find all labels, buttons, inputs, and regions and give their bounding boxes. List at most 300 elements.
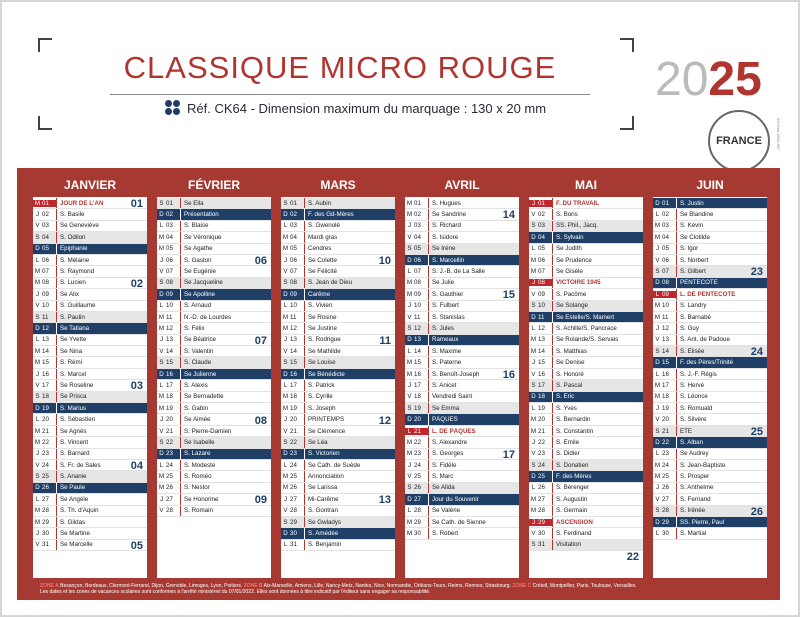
month-name: JUIN (696, 178, 724, 192)
day-separator (304, 449, 305, 459)
weekday-letter: L (407, 347, 412, 355)
day-separator (552, 403, 553, 413)
day-separator (676, 312, 677, 322)
day-separator (552, 460, 553, 470)
saint-name: S. Igor (680, 245, 699, 253)
saint-name: S. Sébastien (60, 416, 96, 424)
weekday-letter: J (283, 416, 288, 424)
day-row (33, 323, 147, 334)
saint-name: S. Élisée (680, 347, 705, 355)
saint-name: S. Boris (556, 211, 578, 219)
day-number: 27 (290, 495, 297, 503)
weekday-letter: D (407, 256, 412, 264)
day-separator (180, 506, 181, 516)
crop-mark-tl (38, 38, 52, 52)
day-row (529, 198, 643, 209)
day-row (33, 414, 147, 425)
day-separator (552, 426, 553, 436)
day-row (281, 232, 395, 243)
saint-name: S. Alexandre (432, 438, 468, 446)
saint-name: S. Blaise (184, 222, 209, 230)
weekday-letter: J (159, 336, 164, 344)
day-separator (304, 494, 305, 504)
day-separator (56, 403, 57, 413)
weekday-letter: M (530, 336, 537, 344)
day-separator (676, 369, 677, 379)
day-separator (56, 301, 57, 311)
day-separator (552, 346, 553, 356)
day-number: 10 (662, 302, 669, 310)
day-separator (180, 494, 181, 504)
day-row (529, 414, 643, 425)
saint-name: S. Isidore (432, 233, 459, 241)
saint-name: F. des Pères/Trinité (680, 359, 734, 367)
day-row (529, 380, 643, 391)
day-number: 07 (414, 268, 421, 276)
day-row (529, 403, 643, 414)
day-separator (180, 380, 181, 390)
day-separator (180, 301, 181, 311)
day-separator (304, 369, 305, 379)
day-row (653, 528, 767, 539)
day-number: 02 (290, 211, 297, 219)
day-number: 01 (166, 199, 173, 207)
day-row (157, 426, 271, 437)
weekday-letter: J (655, 245, 660, 253)
day-number: 28 (662, 507, 669, 515)
day-row (653, 517, 767, 528)
day-separator (180, 209, 181, 219)
saint-name: S. Pierre-Damien (184, 427, 232, 435)
day-row (281, 506, 395, 517)
day-separator (56, 517, 57, 527)
day-row (281, 528, 395, 539)
day-number: 09 (662, 291, 676, 298)
saint-name: S. Rodrigue (308, 336, 341, 344)
day-separator (676, 301, 677, 311)
day-number: 29 (662, 518, 669, 526)
day-separator (304, 517, 305, 527)
day-number: 14 (166, 347, 173, 355)
weekday-letter: S (531, 302, 536, 310)
day-separator (56, 494, 57, 504)
day-number: 26 (414, 484, 421, 492)
day-separator (552, 483, 553, 493)
saint-name: S. Rémi (60, 359, 83, 367)
saint-name: Se Félicité (308, 268, 337, 276)
day-row (529, 506, 643, 517)
week-number: 03 (130, 380, 143, 393)
week-number: 22 (626, 551, 639, 564)
day-row (405, 255, 519, 266)
day-row (281, 380, 395, 391)
weekday-letter: J (529, 279, 538, 286)
weekday-letter: L (35, 256, 40, 264)
day-separator (676, 506, 677, 516)
day-separator (180, 392, 181, 402)
weekday-letter: V (35, 381, 40, 389)
weekday-letter: D (35, 245, 40, 253)
saint-name: Se Cath. de Suède (308, 461, 361, 469)
day-number: 06 (414, 256, 421, 264)
weekday-letter: M (158, 233, 165, 241)
weekday-letter: S (283, 518, 288, 526)
saint-name: S. Gauthier (432, 290, 464, 298)
saint-name: Se Julienne (184, 370, 217, 378)
saint-name: PRINTEMPS (308, 416, 345, 424)
week-number: 07 (254, 334, 267, 347)
day-row (653, 369, 767, 380)
saint-name: Se Prudence (556, 256, 592, 264)
day-number: 05 (42, 245, 49, 253)
day-separator (56, 414, 57, 424)
weekday-letter: D (531, 393, 536, 401)
saint-name: Se Denise (556, 359, 585, 367)
day-row (157, 278, 271, 289)
day-number: 25 (166, 473, 173, 481)
week-number: 16 (502, 369, 515, 381)
weekday-letter: L (653, 291, 662, 298)
weekday-letter: S (531, 461, 536, 469)
weekday-letter: L (407, 268, 412, 276)
day-number: 24 (414, 461, 421, 469)
saint-name: S. Germain (556, 507, 588, 515)
saint-name: Se Clotilde (680, 233, 710, 241)
weekday-letter: D (159, 211, 164, 219)
month-days (33, 197, 147, 578)
day-separator (552, 335, 553, 345)
day-number: 10 (414, 302, 421, 310)
saint-name: S. Hervé (680, 381, 705, 389)
day-separator (56, 278, 57, 288)
day-number: 08 (538, 279, 552, 286)
day-row (529, 221, 643, 232)
day-number: 16 (538, 370, 545, 378)
day-row (281, 301, 395, 312)
saint-name: S. Irénée (680, 507, 706, 515)
weekday-letter: V (283, 507, 288, 515)
day-row (653, 414, 767, 425)
day-row (529, 449, 643, 460)
saint-name: S. Basile (60, 211, 85, 219)
saint-name: S. Fernand (680, 495, 711, 503)
day-separator (428, 517, 429, 527)
saint-name: S. Barnabé (680, 313, 711, 321)
day-row (157, 449, 271, 460)
day-row (281, 312, 395, 323)
day-number: 05 (414, 245, 421, 253)
weekday-letter: V (35, 222, 40, 230)
zone-b-label: ZONE B (243, 583, 263, 589)
saint-name: S. Jean de Dieu (308, 279, 353, 287)
day-row (157, 301, 271, 312)
day-row (281, 221, 395, 232)
day-number: 22 (42, 438, 49, 446)
day-row (529, 209, 643, 220)
day-number: 26 (662, 484, 669, 492)
day-number: 28 (538, 507, 545, 515)
saint-name: S. Prosper (680, 473, 710, 481)
day-number: 02 (538, 211, 545, 219)
day-number: 26 (538, 484, 545, 492)
day-separator (676, 483, 677, 493)
day-row (529, 437, 643, 448)
day-separator (676, 278, 677, 288)
weekday-letter: V (531, 530, 536, 538)
day-number: 03 (166, 222, 173, 230)
saint-name: Se Estelle/S. Mamert (556, 313, 615, 321)
weekday-letter: D (531, 233, 536, 241)
day-separator (676, 335, 677, 345)
saint-name: PENTECÔTE (680, 279, 718, 287)
day-separator (676, 403, 677, 413)
day-separator (56, 255, 57, 265)
day-row (281, 449, 395, 460)
day-number: 13 (414, 336, 421, 344)
day-row (33, 403, 147, 414)
day-number: 01 (290, 199, 297, 207)
day-number: 03 (414, 222, 421, 230)
saint-name: S. Stanislas (432, 313, 465, 321)
weekday-letter: D (283, 211, 288, 219)
saint-name: Annonciation (308, 473, 344, 481)
day-separator (56, 289, 57, 299)
weekday-letter: D (655, 359, 660, 367)
weekday-letter: M (406, 199, 413, 207)
weekday-letter: M (654, 233, 661, 241)
weekday-letter: S (531, 222, 536, 230)
day-separator (56, 380, 57, 390)
day-row (281, 426, 395, 437)
day-number: 06 (290, 256, 297, 264)
weekday-letter: M (282, 473, 289, 481)
day-separator (180, 278, 181, 288)
day-number: 19 (538, 404, 545, 412)
week-number: 04 (130, 460, 143, 473)
day-separator (180, 312, 181, 322)
day-separator (676, 221, 677, 231)
day-separator (56, 312, 57, 322)
clover-icon (165, 100, 181, 116)
day-number: 07 (538, 268, 545, 276)
day-separator (552, 266, 553, 276)
saint-name: S. Hugues (432, 199, 461, 207)
crop-mark-bl (38, 116, 52, 130)
weekday-letter: J (35, 370, 40, 378)
saint-name: Se Ella (184, 199, 204, 207)
saint-name: N.-D. de Lourdes (184, 313, 232, 321)
day-separator (304, 323, 305, 333)
weekday-letter: M (158, 313, 165, 321)
day-number: 17 (290, 381, 297, 389)
day-number: 12 (42, 324, 49, 332)
day-number: 21 (166, 427, 173, 435)
day-number: 24 (166, 461, 173, 469)
day-separator (180, 449, 181, 459)
day-separator (180, 289, 181, 299)
day-number: 24 (662, 461, 669, 469)
day-row (157, 244, 271, 255)
day-row (653, 335, 767, 346)
day-separator (56, 540, 57, 550)
day-separator (56, 357, 57, 367)
weekday-letter: M (34, 427, 41, 435)
day-row (529, 301, 643, 312)
weekday-letter: M (34, 268, 41, 276)
day-separator (552, 221, 553, 231)
day-number: 08 (166, 279, 173, 287)
day-number: 03 (538, 222, 545, 230)
day-number: 08 (290, 279, 297, 287)
weekday-letter: M (406, 279, 413, 287)
day-separator (56, 198, 57, 208)
saint-name: S. Odilon (60, 233, 86, 241)
day-row (529, 335, 643, 346)
saint-name: S. Gabin (184, 404, 209, 412)
saint-name: Se Isabelle (184, 438, 215, 446)
saint-name: Se Léa (308, 438, 328, 446)
day-row (405, 312, 519, 323)
weekday-letter: L (655, 450, 660, 458)
saint-name: S. Pacôme (556, 290, 587, 298)
day-separator (304, 437, 305, 447)
weekday-letter: V (407, 393, 412, 401)
day-separator (56, 471, 57, 481)
weekday-letter: J (407, 461, 412, 469)
saint-name: S. Anicet (432, 381, 457, 389)
day-number: 15 (42, 359, 49, 367)
day-separator (180, 244, 181, 254)
day-row (529, 494, 643, 505)
month-days (157, 197, 271, 578)
saint-name: S. Roméo (184, 473, 212, 481)
day-number: 13 (662, 336, 669, 344)
day-row (281, 198, 395, 209)
year-prefix: 20 (655, 53, 709, 106)
weekday-letter: M (406, 359, 413, 367)
weekday-letter: V (283, 268, 288, 276)
day-number: 12 (166, 324, 173, 332)
day-number: 11 (414, 313, 421, 321)
day-separator (676, 426, 677, 436)
day-separator (676, 289, 677, 299)
saint-name: S. Gilbert (680, 268, 706, 276)
day-row (405, 335, 519, 346)
saint-name: S. Alexis (184, 381, 208, 389)
reference-line (165, 100, 546, 116)
weekday-letter: V (159, 268, 164, 276)
weekday-letter: D (283, 450, 288, 458)
saint-name: S. Fr. de Sales (60, 461, 101, 469)
day-number: 21 (42, 427, 49, 435)
weekday-letter: V (531, 211, 536, 219)
day-separator (180, 255, 181, 265)
month-3 (405, 176, 519, 578)
day-number: 31 (538, 541, 545, 549)
zone-a-text: Besançon, Bordeaux, Clermont-Ferrand, Dijon, Grenoble, Limoges, Lyon, Poitiers. (60, 583, 243, 589)
weekday-letter: V (655, 336, 660, 344)
day-number: 31 (42, 541, 49, 549)
day-separator (676, 437, 677, 447)
day-number: 21 (414, 428, 428, 435)
weekday-letter: M (282, 393, 289, 401)
day-separator (428, 232, 429, 242)
day-separator (304, 471, 305, 481)
weekday-letter: J (529, 200, 538, 207)
weekday-letter: L (531, 324, 536, 332)
day-separator (676, 380, 677, 390)
day-number: 07 (290, 268, 297, 276)
saint-name: S. Didier (556, 450, 580, 458)
weekday-letter: D (655, 199, 660, 207)
saint-name: S. Anthelme (680, 484, 714, 492)
weekday-letter: D (407, 416, 412, 424)
day-row (653, 209, 767, 220)
weekday-letter: S (283, 279, 288, 287)
day-separator (56, 437, 57, 447)
day-row (653, 380, 767, 391)
day-number: 26 (166, 484, 173, 492)
day-separator (56, 449, 57, 459)
saint-name: Se Bernadette (184, 393, 224, 401)
day-row (405, 221, 519, 232)
saint-name: S. Honoré (556, 370, 584, 378)
day-separator (304, 278, 305, 288)
weekday-letter: S (35, 393, 40, 401)
day-row (405, 528, 519, 539)
day-separator (552, 244, 553, 254)
day-separator (552, 449, 553, 459)
week-number: 19 (626, 312, 639, 324)
month-days (529, 197, 643, 578)
saint-name: Se Yvette (60, 336, 87, 344)
weekday-letter: D (159, 290, 164, 298)
day-separator (56, 266, 57, 276)
day-row (157, 369, 271, 380)
day-separator (552, 506, 553, 516)
year (655, 52, 762, 107)
day-row (529, 540, 643, 551)
day-separator (56, 528, 57, 538)
month-name: AVRIL (444, 178, 480, 192)
zone-a-label: ZONE A (40, 583, 59, 589)
day-number: 06 (166, 256, 173, 264)
day-number: 29 (290, 518, 297, 526)
saint-name: S. Éric (556, 393, 575, 401)
day-row (653, 437, 767, 448)
saint-name: Se Larissa (308, 484, 338, 492)
day-separator (56, 232, 57, 242)
day-row (33, 517, 147, 528)
week-number: 20 (626, 391, 639, 404)
weekday-letter: D (283, 290, 288, 298)
weekday-letter: M (530, 256, 537, 264)
saint-name: Se Alix (60, 290, 79, 298)
saint-name: Présentation (184, 211, 219, 219)
day-row (653, 460, 767, 471)
day-number: 08 (414, 279, 421, 287)
seal-text: FRANCE (716, 135, 762, 147)
day-number: 10 (290, 302, 297, 310)
weekday-letter: M (282, 233, 289, 241)
day-separator (428, 528, 429, 538)
day-number: 14 (662, 347, 669, 355)
weekday-letter: V (35, 541, 40, 549)
weekday-letter: M (406, 518, 413, 526)
day-row (281, 483, 395, 494)
weekday-letter: J (35, 211, 40, 219)
weekday-letter: L (35, 336, 40, 344)
